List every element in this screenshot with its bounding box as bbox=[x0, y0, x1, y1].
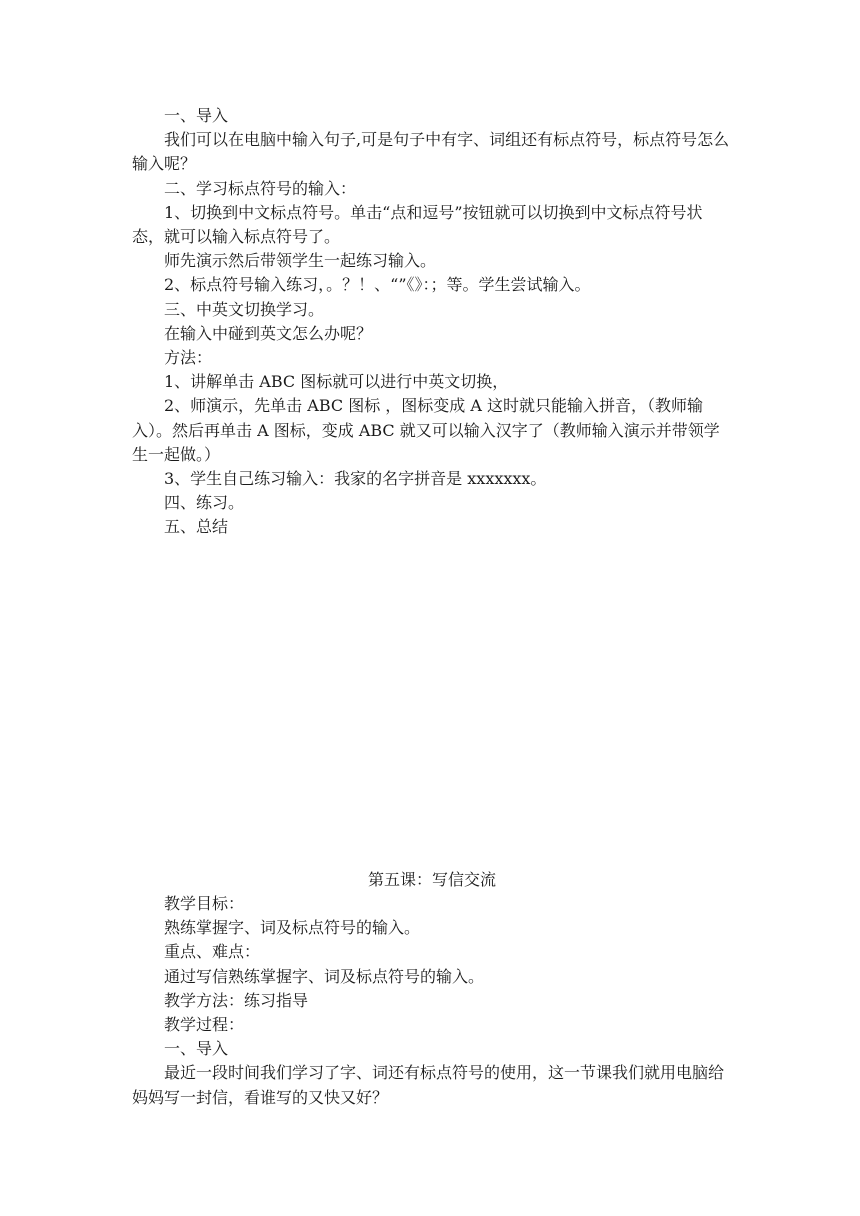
paragraph: 1、切换到中文标点符号。单击“点和逗号”按钮就可以切换到中文标点符号状态，就可以输入标点符号了。 bbox=[132, 202, 703, 247]
lesson-body-part2 bbox=[132, 892, 732, 1110]
paragraph: 方法： bbox=[164, 348, 213, 368]
section-heading-summary: 五、总结 bbox=[164, 517, 229, 537]
paragraph: 在输入中碰到英文怎么办呢？ bbox=[164, 323, 373, 343]
paragraph: 最近一段时间我们学习了字、词还有标点符号的使用，这一节课我们就用电脑给妈妈写一封信，看谁写的又快又好？ bbox=[132, 1063, 725, 1107]
paragraph: 3、学生自己练习输入：我家的名字拼音是 xxxxxxx。 bbox=[164, 469, 547, 489]
paragraph: 2、标点符号输入练习，。？！、“”《》：；等。学生尝试输入。 bbox=[164, 275, 591, 295]
section-heading-punctuation: 二、学习标点符号的输入： bbox=[164, 178, 357, 198]
paragraph: 我们可以在电脑中输入句子,可是句子中有字、词组还有标点符号，标点符号怎么输入呢？ bbox=[132, 130, 730, 174]
section-heading-practice: 四、练习。 bbox=[164, 493, 245, 513]
label-key-points: 重点、难点： bbox=[164, 942, 261, 962]
paragraph: 1、讲解单击 ABC 图标就可以进行中英文切换， bbox=[164, 372, 509, 392]
section-heading-switching: 三、中英文切换学习。 bbox=[164, 299, 325, 319]
section-heading-intro: 一、导入 bbox=[164, 106, 229, 125]
paragraph: 熟练掌握字、词及标点符号的输入。 bbox=[164, 918, 421, 938]
paragraph: 2、师演示，先单击 ABC 图标 ，图标变成 A 这时就只能输入拼音，（教师输入）。然后再单击 A 图标，变成 ABC 就又可以输入汉字了（教师输入演示并带领学生一起做。） bbox=[132, 396, 720, 464]
section-heading-intro: 一、导入 bbox=[164, 1039, 229, 1059]
label-teaching-goal: 教学目标： bbox=[164, 894, 245, 913]
paragraph: 通过写信熟练掌握字、词及标点符号的输入。 bbox=[164, 966, 485, 986]
lesson-body-part1 bbox=[132, 104, 732, 540]
lesson-title: 第五课：写信交流 bbox=[367, 870, 496, 889]
label-teaching-process: 教学过程： bbox=[164, 1015, 245, 1035]
paragraph: 教学方法：练习指导 bbox=[164, 990, 309, 1010]
paragraph: 师先演示然后带领学生一起练习输入。 bbox=[164, 251, 437, 271]
